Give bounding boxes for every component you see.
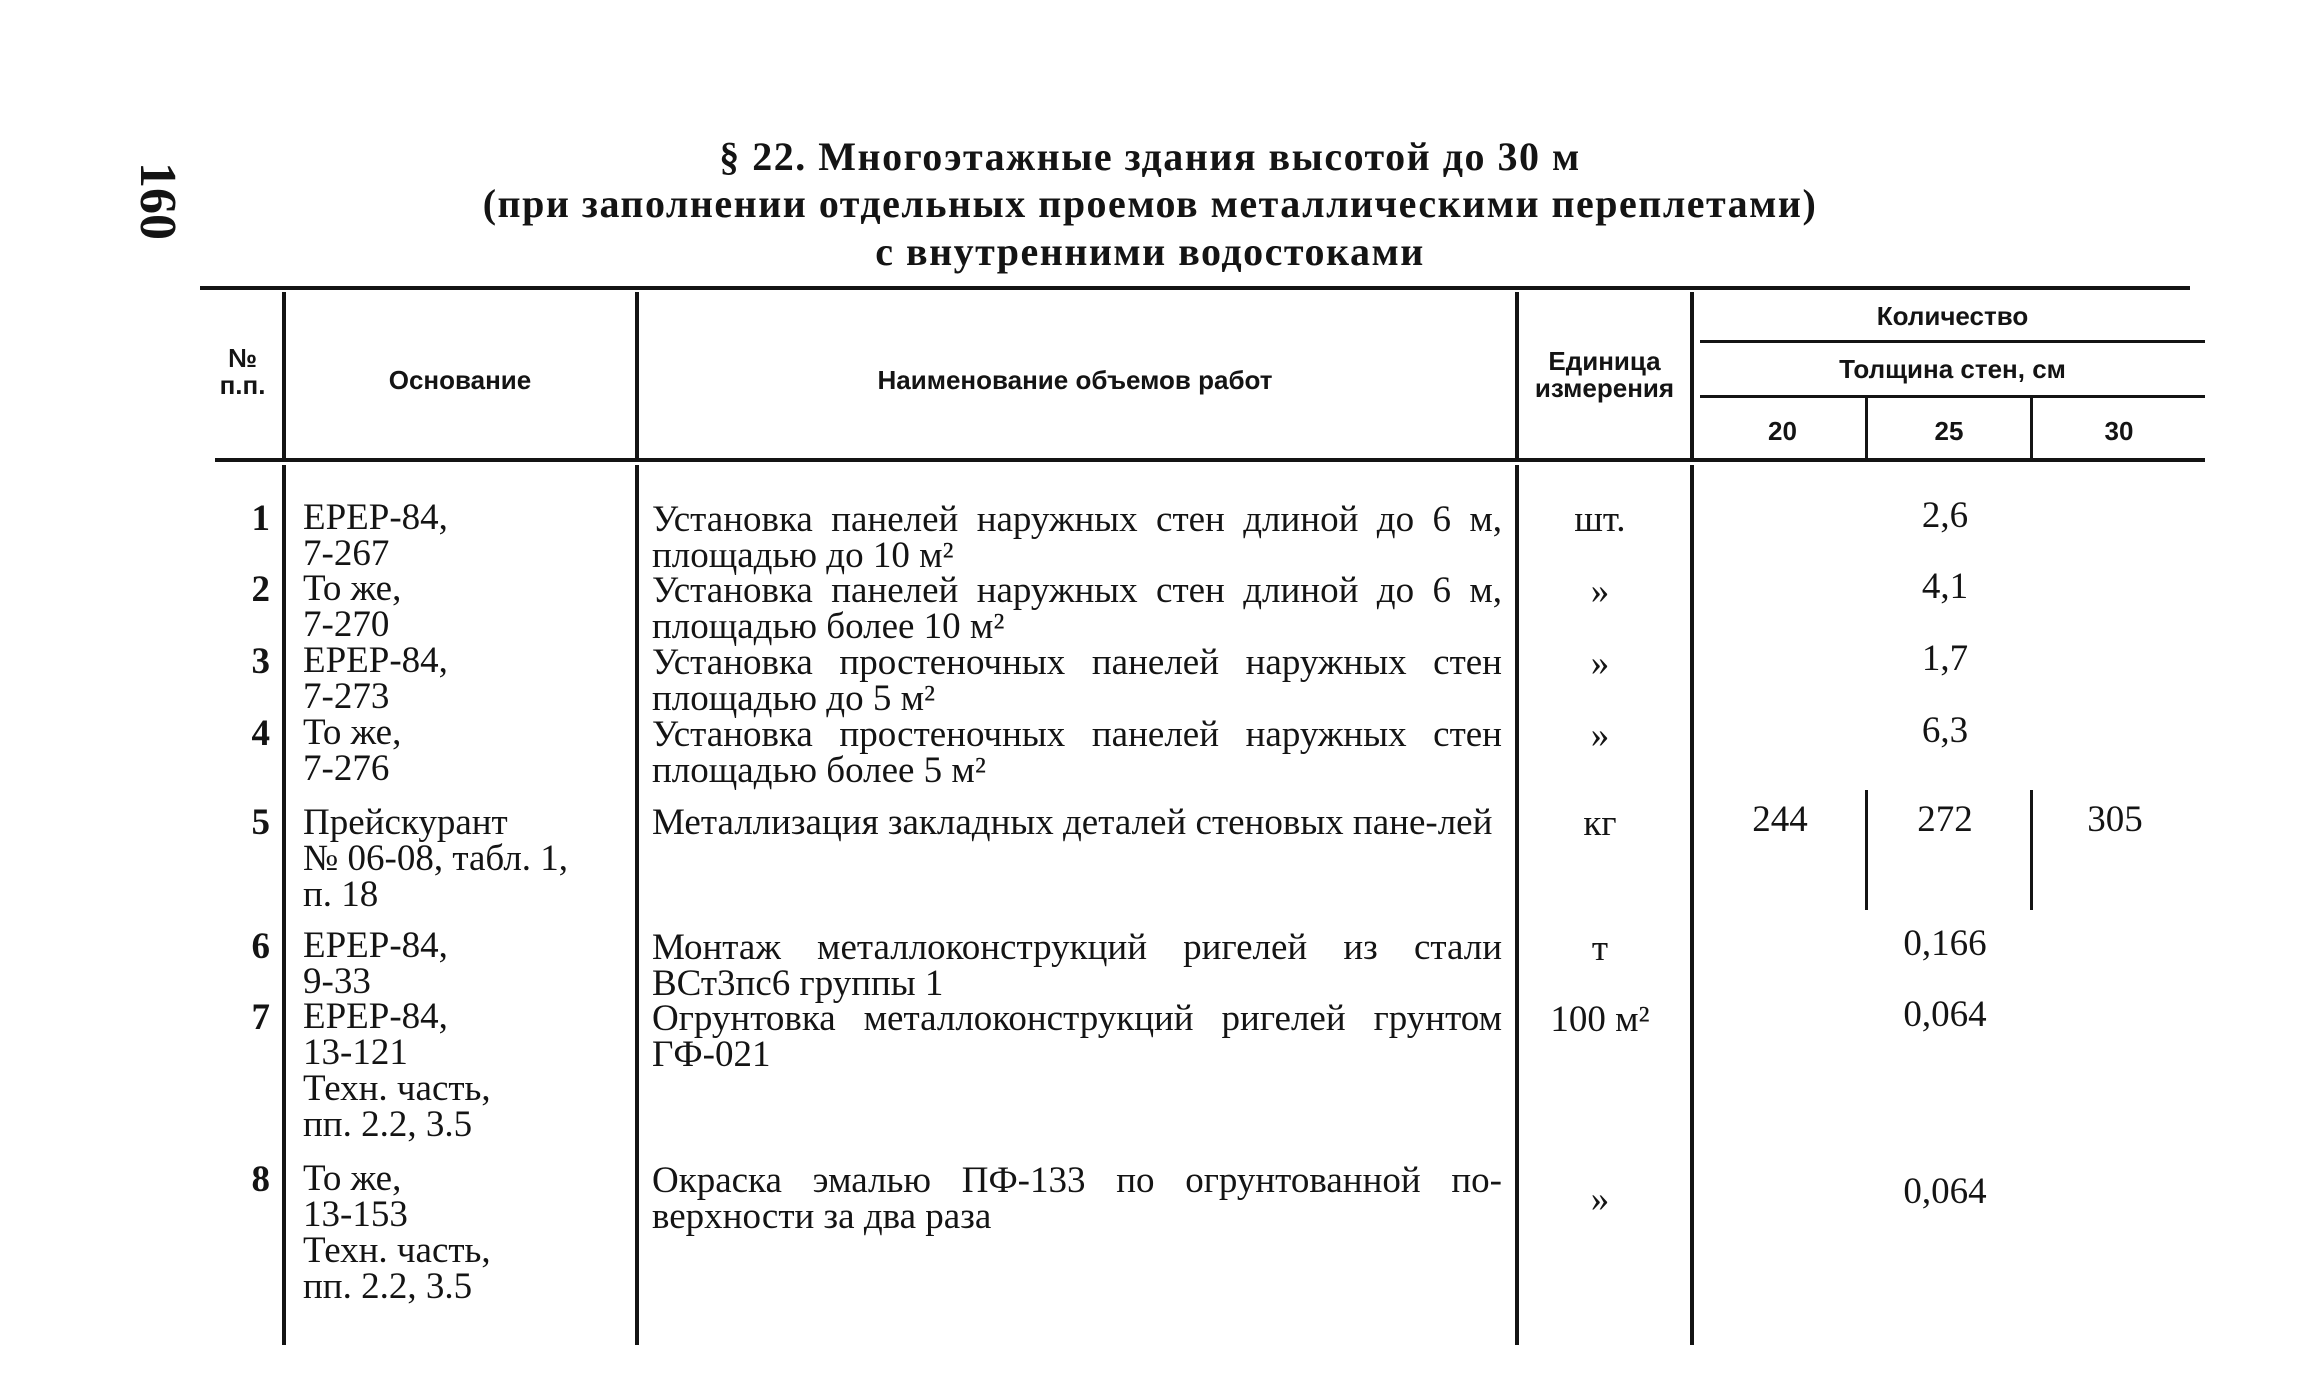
row-2-unit: »: [1590, 571, 1610, 612]
row-5-unit: кг: [1583, 803, 1617, 844]
row-3-qty: 1,7: [1921, 638, 1969, 679]
col-divider-header-1: [282, 292, 286, 458]
header-thickness: Толщина стен, см: [1839, 354, 2066, 384]
row-1-basis: ЕРЕР-84, 7-267: [303, 497, 448, 574]
row-6-qty: 0,166: [1903, 923, 1987, 964]
header-bottom-rule: [215, 458, 2205, 462]
row-2-no: 2: [251, 569, 270, 610]
row-4-work: Установка простеночных панелей наружных стен площадью более 5 м²: [652, 714, 1502, 791]
col-divider-3: [1515, 465, 1519, 1345]
header-col-30: 30: [2104, 416, 2134, 446]
row-5-work: Металлизация закладных деталей стеновых пане-лей: [652, 802, 1493, 843]
row-1-work: Установка панелей наружных стен длиной до 6 м, площадью до 10 м²: [652, 499, 1502, 576]
row-7-basis: ЕРЕР-84, 13-121 Техн. часть, пп. 2.2, 3.5: [303, 996, 491, 1145]
row5-divider-a: [1865, 790, 1868, 910]
col-divider-1: [282, 465, 286, 1345]
row-8-no: 8: [251, 1159, 270, 1200]
row-6-basis: ЕРЕР-84, 9-33: [303, 925, 448, 1002]
quantity-header-rule: [1700, 340, 2205, 343]
row-7-qty: 0,064: [1903, 994, 1987, 1035]
header-no: № п.п.: [219, 343, 266, 400]
row-4-unit: »: [1590, 715, 1610, 756]
col-divider-header-4: [1690, 292, 1694, 458]
row-6-unit: т: [1591, 928, 1609, 969]
table-top-rule: [200, 286, 2190, 290]
row-5-basis: Прейскурант № 06-08, табл. 1, п. 18: [303, 802, 569, 915]
row-1-qty: 2,6: [1921, 495, 1969, 536]
section-subtitle-2: с внутренними водостоками: [875, 229, 1425, 274]
header-unit: Единица измерения: [1534, 346, 1675, 403]
header-work: Наименование объемов работ: [877, 365, 1273, 395]
row-2-work: Установка панелей наружных стен длиной до 6 м, площадью более 10 м²: [652, 570, 1502, 647]
row-8-work: Окраска эмалью ПФ-133 по огрунтованной по-верхности за два раза: [652, 1160, 1502, 1237]
row-7-no: 7: [251, 997, 270, 1038]
col-divider-2: [635, 465, 639, 1345]
row-6-work: Монтаж металлоконструкций ригелей из стали ВСт3пс6 группы 1: [652, 927, 1502, 1004]
row-4-qty: 6,3: [1921, 710, 1969, 751]
col-divider-4: [1690, 465, 1694, 1345]
section-subtitle: (при заполнении отдельных проемов металлическими переплетами): [482, 181, 1818, 226]
row-5-qty-30: 305: [2087, 799, 2143, 840]
row-3-basis: ЕРЕР-84, 7-273: [303, 640, 448, 717]
row-7-unit: 100 м²: [1550, 999, 1650, 1040]
row-4-no: 4: [251, 713, 270, 754]
row-3-no: 3: [251, 641, 270, 682]
row-8-basis: То же, 13-153 Техн. часть, пп. 2.2, 3.5: [303, 1158, 491, 1307]
row-8-unit: »: [1590, 1179, 1610, 1220]
row-3-work: Установка простеночных панелей наружных стен площадью до 5 м²: [652, 642, 1502, 719]
row-1-unit: шт.: [1574, 499, 1626, 540]
row-4-basis: То же, 7-276: [303, 712, 402, 789]
row-3-unit: »: [1590, 643, 1610, 684]
header-col-25: 25: [1934, 416, 1964, 446]
row-1-no: 1: [251, 498, 270, 539]
row5-divider-b: [2030, 790, 2033, 910]
row-2-basis: То же, 7-270: [303, 568, 402, 645]
page-number: 160: [129, 162, 186, 240]
row-8-qty: 0,064: [1903, 1171, 1987, 1212]
row-5-qty-20: 244: [1752, 799, 1808, 840]
row-2-qty: 4,1: [1921, 566, 1969, 607]
col-divider-header-2: [635, 292, 639, 458]
section-title: § 22. Многоэтажные здания высотой до 30 м: [719, 134, 1581, 179]
row-5-no: 5: [251, 802, 270, 843]
header-basis: Основание: [388, 365, 532, 395]
col-divider-header-3: [1515, 292, 1519, 458]
row-5-qty-25: 272: [1917, 799, 1973, 840]
row-6-no: 6: [251, 926, 270, 967]
row-7-work: Огрунтовка металлоконструкций ригелей грунтом ГФ-021: [652, 998, 1502, 1075]
header-quantity: Количество: [1876, 301, 2029, 331]
thickness-header-rule: [1700, 395, 2205, 398]
header-col-20: 20: [1768, 416, 1797, 446]
